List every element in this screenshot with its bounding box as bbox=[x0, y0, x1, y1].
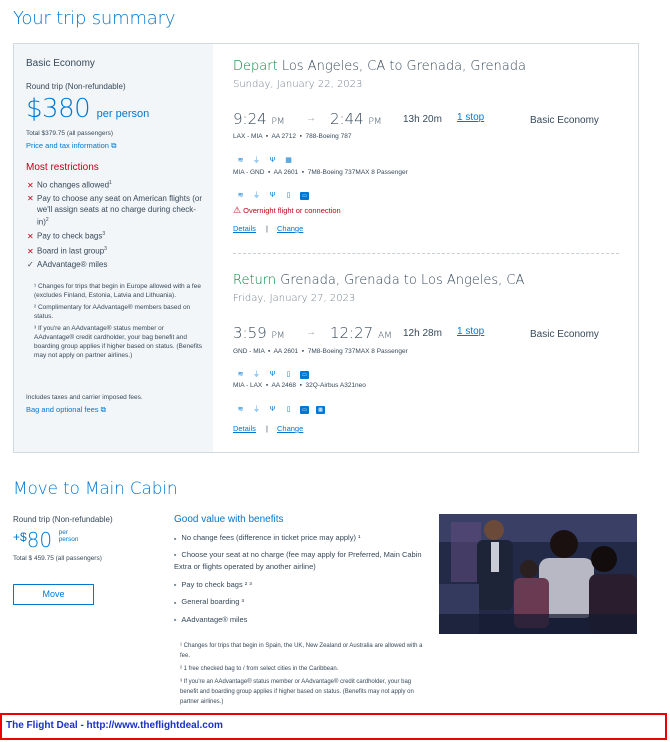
phone-icon: ▯ bbox=[286, 371, 291, 378]
benefit-item: ■ Choose your seat at no charge (fee may apply for Preferred, Main Cabin Extra or flights operated by another airline) bbox=[174, 547, 429, 576]
check-icon: ✓ bbox=[27, 259, 34, 269]
change-link[interactable]: Change bbox=[277, 224, 304, 233]
section-divider bbox=[233, 253, 619, 254]
restriction-item: ✕ Pay to check bags$^3$ bbox=[27, 231, 106, 241]
phone-icon: ▯ bbox=[286, 192, 291, 199]
x-icon: ✕ bbox=[27, 246, 34, 256]
usb-icon: Ψ bbox=[269, 406, 276, 413]
x-icon: ✕ bbox=[27, 231, 34, 241]
stops-link[interactable]: 1 stop bbox=[457, 112, 485, 123]
divider: | bbox=[266, 224, 268, 233]
benefit-item: ■ General boarding ³ bbox=[174, 593, 429, 611]
benefit-item: ■ Pay to check bags ² ³ bbox=[174, 576, 429, 594]
entertainment-icon: ▦ bbox=[316, 406, 325, 414]
trip-type: Round trip (Non-refundable) bbox=[26, 82, 126, 91]
external-link-icon: ⧉ bbox=[111, 141, 117, 150]
upsell-title: Move to Main Cabin bbox=[13, 479, 178, 499]
arrive-time: 2:44 PM bbox=[330, 110, 382, 128]
change-link[interactable]: Change bbox=[277, 424, 304, 433]
benefit-item: ■ AAdvantage® miles bbox=[174, 611, 429, 629]
note: ³ If you're an AAdvantage® status member or AAdvantage® credit cardholder, your bag benefit and boarding group applies if higher based on status. (Benefits may not apply on partner airlines.) bbox=[180, 679, 414, 705]
restrictions-list bbox=[27, 178, 207, 270]
bag-fees-link[interactable]: Bag and optional fees ⧉ bbox=[26, 405, 107, 414]
footer-text[interactable]: The Flight Deal - http://www.theflightdeal.com bbox=[6, 720, 223, 731]
wifi-icon: ≋ bbox=[237, 371, 244, 378]
power-icon: ⏚ bbox=[253, 157, 260, 164]
upsell-price bbox=[13, 528, 78, 552]
note: ¹ Changes for trips that begin in Spain, the UK, New Zealand or Australia are allowed with a fee. bbox=[180, 643, 423, 659]
move-button[interactable]: Move bbox=[13, 584, 94, 605]
return-date: Friday, January 27, 2023 bbox=[233, 293, 356, 304]
restriction-item: ✕ Board in last group$^3$ bbox=[27, 245, 107, 256]
restriction-item: ✓ AAdvantage® miles bbox=[27, 259, 108, 269]
divider: | bbox=[266, 424, 268, 433]
segment-info: GND - MIA ▪ AA 2601 ▪ 7M8-Boeing 737MAX 8 Passenger bbox=[233, 348, 408, 355]
upsell-total: Total $ 459.75 (all passengers) bbox=[13, 555, 102, 562]
x-icon: ✕ bbox=[27, 193, 34, 203]
depart-date: Sunday, January 22, 2023 bbox=[233, 79, 363, 90]
upsell-notes bbox=[180, 641, 430, 707]
note: ³ If you're an AAdvantage® status member or AAdvantage® credit cardholder, your bag benefit and boarding group applies if higher based on status. (Benefits may not apply on partner airlines.) bbox=[34, 325, 203, 359]
overnight-warning: ⚠ Overnight flight or connection bbox=[233, 205, 341, 215]
upsell-trip-type: Round trip (Non-refundable) bbox=[13, 515, 113, 524]
wifi-icon: ≋ bbox=[237, 157, 244, 164]
usb-icon: Ψ bbox=[269, 157, 276, 164]
details-link[interactable]: Details bbox=[233, 224, 256, 233]
restriction-notes bbox=[34, 282, 204, 360]
arrive-time: 12:27 AM bbox=[330, 324, 392, 342]
duration: 13h 20m bbox=[403, 114, 442, 125]
external-link-icon: ⧉ bbox=[100, 405, 107, 414]
phone-icon: ▯ bbox=[286, 406, 291, 413]
benefit-item: ■ No change fees (difference in ticket price may apply) ¹ bbox=[174, 529, 429, 547]
details-link[interactable]: Details bbox=[233, 424, 256, 433]
per-person-label: per person bbox=[58, 529, 79, 543]
tv-icon: ▭ bbox=[300, 406, 309, 414]
stops-link[interactable]: 1 stop bbox=[457, 326, 485, 337]
footer-banner bbox=[0, 713, 667, 740]
amenity-icons bbox=[236, 398, 332, 416]
upsell-amount: 80 bbox=[26, 528, 53, 552]
entertainment-icon: ▦ bbox=[285, 157, 292, 164]
restriction-item: ✕ No changes allowed$^1$ bbox=[27, 180, 112, 190]
fare-name: Basic Economy bbox=[26, 58, 95, 69]
depart-header: Depart Los Angeles, CA to Grenada, Grenada bbox=[233, 59, 526, 74]
page-title: Your trip summary bbox=[13, 8, 176, 29]
plus-sign: +$ bbox=[13, 530, 27, 544]
amenity-icons bbox=[236, 184, 316, 202]
cabin-class: Basic Economy bbox=[530, 329, 599, 340]
taxes-note: Includes taxes and carrier imposed fees. bbox=[26, 394, 143, 401]
return-header: Return Grenada, Grenada to Los Angeles, CA bbox=[233, 273, 525, 288]
duration: 12h 28m bbox=[403, 328, 442, 339]
restriction-item: ✕ Pay to choose any seat on American flights (or we'll assign seats at no charge during check-in)$^2$ bbox=[27, 193, 202, 227]
trip-summary-card bbox=[13, 43, 639, 453]
total-price: Total $379.75 (all passengers) bbox=[26, 130, 114, 137]
usb-icon: Ψ bbox=[269, 192, 276, 199]
fare-price bbox=[26, 94, 149, 124]
note: ² Complimentary for AAdvantage® members based on status. bbox=[34, 304, 191, 320]
power-icon: ⏚ bbox=[253, 406, 260, 413]
depart-time: 3:59 PM bbox=[233, 324, 285, 342]
segment-info: LAX - MIA ▪ AA 2712 ▪ 788-Boeing 787 bbox=[233, 133, 352, 140]
tv-icon: ▭ bbox=[300, 371, 309, 379]
wifi-icon: ≋ bbox=[237, 406, 244, 413]
note: ² 1 free checked bag to / from select cities in the Caribbean. bbox=[180, 666, 339, 672]
price-amount: $380 bbox=[26, 94, 91, 124]
power-icon: ⏚ bbox=[253, 192, 260, 199]
segment-info: MIA - LAX ▪ AA 2468 ▪ 32Q-Airbus A321neo bbox=[233, 382, 366, 389]
price-tax-link[interactable]: Price and tax information ⧉ bbox=[26, 141, 117, 150]
arrow-right-icon: → bbox=[306, 113, 316, 124]
usb-icon: Ψ bbox=[269, 371, 276, 378]
amenity-icons bbox=[236, 149, 300, 167]
tv-icon: ▭ bbox=[300, 192, 309, 200]
amenity-icons bbox=[236, 363, 316, 381]
power-icon: ⏚ bbox=[253, 371, 260, 378]
warning-icon: ⚠ bbox=[233, 205, 242, 215]
main-cabin-photo bbox=[439, 514, 637, 634]
per-person-label: per person bbox=[96, 108, 150, 120]
restrictions-title: Most restrictions bbox=[26, 162, 99, 173]
wifi-icon: ≋ bbox=[237, 192, 244, 199]
depart-time: 9:24 PM bbox=[233, 110, 285, 128]
segment-info: MIA - GND ▪ AA 2601 ▪ 7M8-Boeing 737MAX 8 Passenger bbox=[233, 169, 408, 176]
note: ¹ Changes for trips that begin in Europe allowed with a fee (excludes Finland, Estonia, Latvia and Lithuania). bbox=[34, 283, 201, 299]
cabin-class: Basic Economy bbox=[530, 115, 599, 126]
cabin-photo-illustration bbox=[439, 514, 637, 634]
benefits-list bbox=[174, 529, 429, 628]
x-icon: ✕ bbox=[27, 180, 34, 190]
arrow-right-icon: → bbox=[306, 327, 316, 338]
fare-summary-panel bbox=[14, 44, 213, 452]
benefits-title: Good value with benefits bbox=[174, 514, 284, 525]
